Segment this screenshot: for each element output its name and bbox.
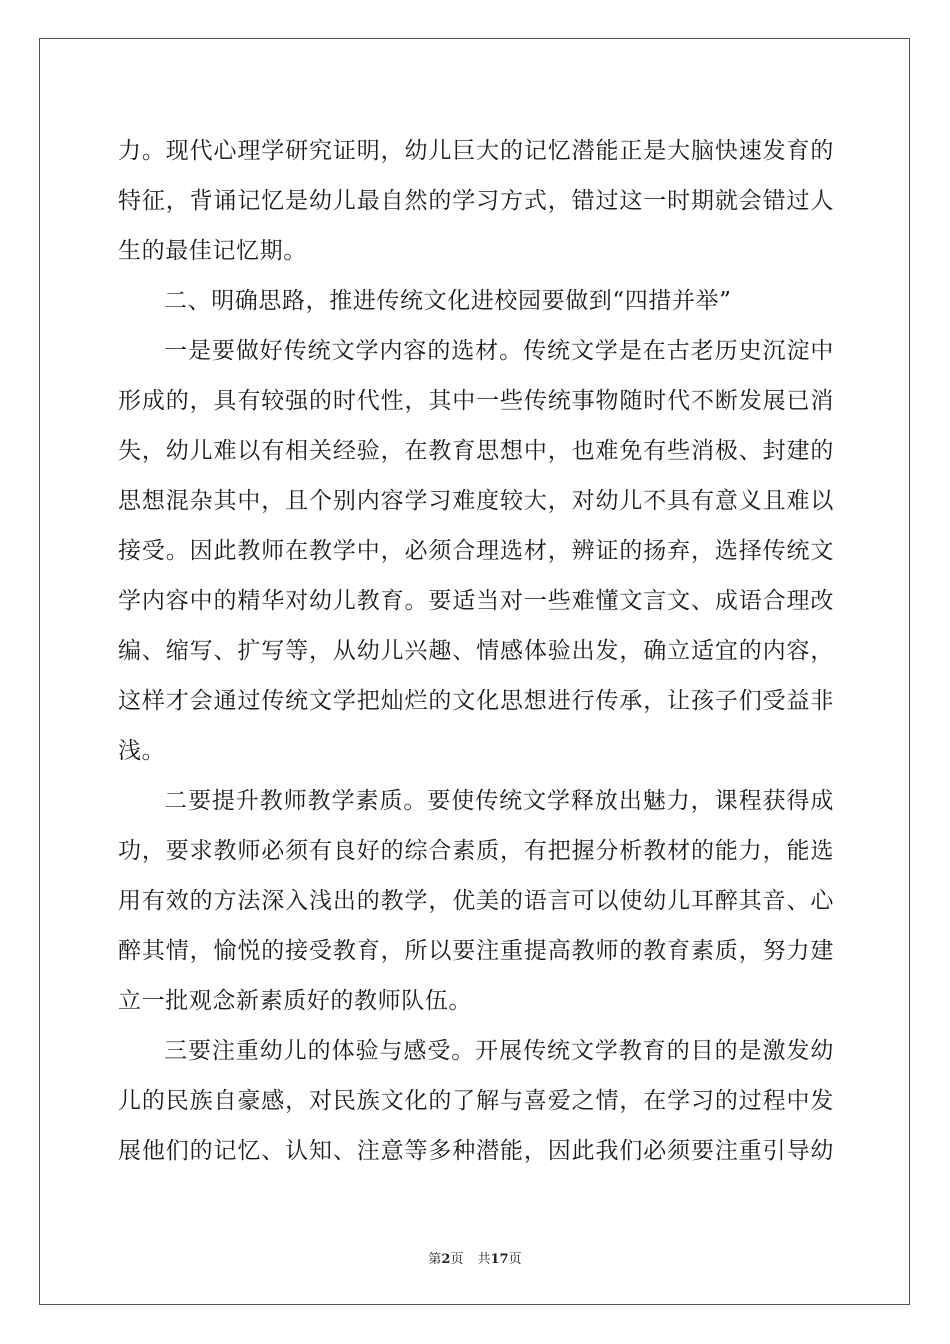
text-line: 失，幼儿难以有相关经验，在教育思想中，也难免有些消极、封建的 <box>118 438 834 464</box>
text-line: 生的最佳记忆期。 <box>118 238 307 264</box>
paragraph-first-line: 二要提升教师教学素质。要使传统文学释放出魅力，课程获得成 <box>164 788 834 814</box>
text-line: 思想混杂其中，且个别内容学习难度较大，对幼儿不具有意义且难以 <box>118 488 834 514</box>
text-line: 这样才会通过传统文学把灿烂的文化思想进行传承，让孩子们受益非 <box>118 688 834 714</box>
section-heading: 二、明确思路，推进传统文化进校园要做到“四措并举” <box>164 288 732 314</box>
paragraph-first-line: 一是要做好传统文学内容的选材。传统文学是在古老历史沉淀中 <box>164 338 834 364</box>
page-suffix: 页 <box>450 1252 464 1267</box>
text-line: 功，要求教师必须有良好的综合素质，有把握分析教材的能力，能选 <box>118 838 834 864</box>
text-line: 编、缩写、扩写等，从幼儿兴趣、情感体验出发，确立适宜的内容， <box>118 638 834 664</box>
text-line: 用有效的方法深入浅出的教学，优美的语言可以使幼儿耳醉其音、心 <box>118 888 834 914</box>
paragraph-first-line: 三要注重幼儿的体验与感受。开展传统文学教育的目的是激发幼 <box>164 1038 834 1064</box>
page-footer <box>0 1248 950 1267</box>
text-line: 力。现代心理学研究证明，幼儿巨大的记忆潜能正是大脑快速发育的 <box>118 138 834 164</box>
total-suffix: 页 <box>508 1252 522 1267</box>
page-number: 2 <box>441 1252 451 1267</box>
document-body <box>118 126 834 1176</box>
text-line: 儿的民族自豪感，对民族文化的了解与喜爱之情，在学习的过程中发 <box>118 1088 834 1114</box>
text-line: 展他们的记忆、认知、注意等多种潜能，因此我们必须要注重引导幼 <box>118 1138 834 1164</box>
text-line: 立一批观念新素质好的教师队伍。 <box>118 988 472 1014</box>
text-line: 学内容中的精华对幼儿教育。要适当对一些难懂文言文、成语合理改 <box>118 588 834 614</box>
text-line: 特征，背诵记忆是幼儿最自然的学习方式，错过这一时期就会错过人 <box>118 188 834 214</box>
text-line: 接受。因此教师在教学中，必须合理选材，辨证的扬弃，选择传统文 <box>118 538 834 564</box>
text-line: 形成的，具有较强的时代性，其中一些传统事物随时代不断发展已消 <box>118 388 834 414</box>
text-line: 醉其情，愉悦的接受教育，所以要注重提高教师的教育素质，努力建 <box>118 938 834 964</box>
text-line: 浅。 <box>118 738 166 764</box>
page-prefix: 第 <box>428 1252 442 1267</box>
total-pages: 17 <box>490 1252 509 1267</box>
total-prefix: 共 <box>477 1252 491 1267</box>
